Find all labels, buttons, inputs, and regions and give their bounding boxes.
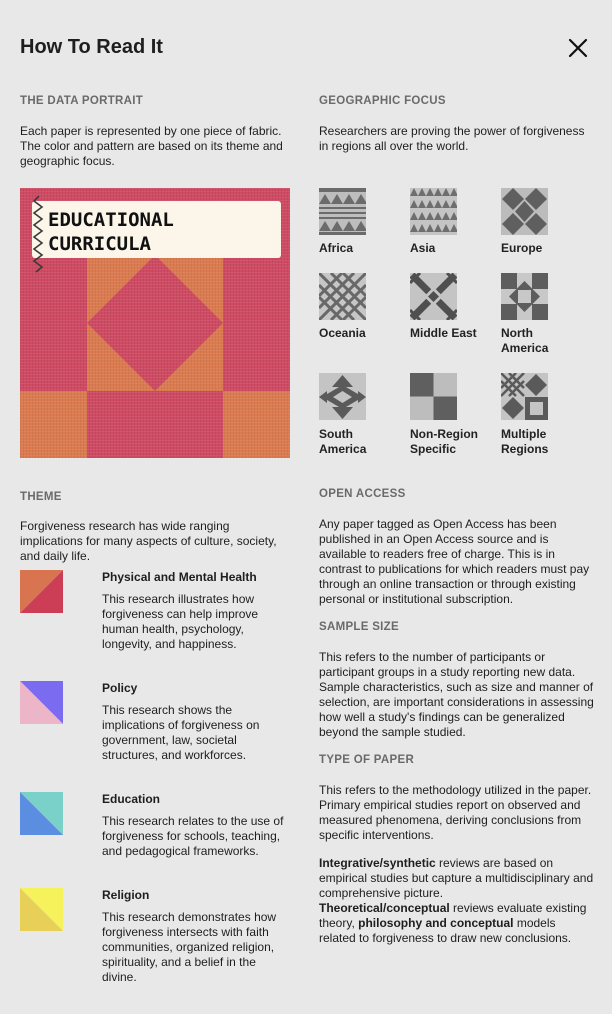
theme-title-education: Education — [102, 792, 161, 806]
sample-size-heading: SAMPLE SIZE — [319, 621, 399, 633]
theme-desc-policy: This research shows the implications of forgiveness on government, law, societal structures, and workforces. — [102, 703, 260, 762]
theme-swatch-religion — [20, 888, 63, 931]
type-of-paper-heading: TYPE OF PAPER — [319, 754, 415, 766]
theme-heading: THEME — [20, 491, 62, 503]
region-tile-non-region-specific — [410, 373, 457, 420]
region-label-north-america: North America — [501, 326, 549, 355]
close-icon[interactable] — [566, 36, 590, 60]
banner-line-1: EDUCATIONAL — [48, 209, 174, 231]
theme-swatch-health — [20, 570, 63, 613]
region-tile-middle-east — [410, 273, 457, 320]
theme-desc-education: This research relates to the use of forgiveness for schools, teaching, and pedagogical frameworks. — [102, 814, 284, 858]
theme-description: Forgiveness research has wide ranging implications for many aspects of culture, society, and daily life. — [20, 519, 277, 563]
geographic-focus-description: Researchers are proving the power of forgiveness in regions all over the world. — [319, 124, 585, 153]
data-portrait-fabric — [20, 188, 290, 458]
region-label-multiple-regions: Multiple Regions — [501, 427, 549, 456]
region-label-oceania: Oceania — [319, 326, 366, 340]
region-label-europe: Europe — [501, 241, 543, 255]
dialog-title: How To Read It — [20, 36, 163, 58]
theme-desc-health: This research illustrates how forgiveness can help improve human health, psychology, longevity, and happiness. — [102, 592, 259, 651]
data-portrait-description: Each paper is represented by one piece of fabric. The color and pattern are based on its theme and geographic focus. — [20, 124, 283, 168]
region-label-africa: Africa — [319, 241, 354, 255]
theme-swatch-policy — [20, 681, 63, 724]
geographic-focus-heading: GEOGRAPHIC FOCUS — [319, 95, 446, 107]
theme-title-religion: Religion — [102, 888, 150, 902]
theme-desc-religion: This research demonstrates how forgiveness intersects with faith communities, organized religion, spirituality, and a belief in the divine. — [102, 910, 277, 984]
theme-title-health: Physical and Mental Health — [102, 570, 257, 584]
theme-swatch-education — [20, 792, 63, 835]
type-of-paper-integrative: Integrative/synthetic reviews are based on empirical studies but capture a multidisciplinary and comprehensive picture. — [319, 856, 594, 900]
region-tile-asia — [410, 188, 457, 235]
type-of-paper-theoretical: Theoretical/conceptual reviews evaluate existing theory, philosophy and conceptual models related to forgiveness to draw new conclusions. — [319, 901, 587, 945]
region-tile-south-america — [319, 373, 366, 420]
type-of-paper-description: This refers to the methodology utilized in the paper. Primary empirical studies report on observed and measured phenomena, deriving conclusions from specific interventions. — [319, 783, 592, 842]
region-tile-europe — [501, 188, 548, 235]
region-tile-north-america — [501, 273, 548, 320]
region-label-asia: Asia — [410, 241, 436, 255]
sample-size-description: This refers to the number of participants or participant groups in a study reporting new data. Sample characteristics, such as size and manner of selection, are important considerations in assessing how well a study's findings can be generalized beyond the sample studied. — [319, 650, 594, 739]
region-label-south-america: South America — [319, 427, 367, 456]
open-access-description: Any paper tagged as Open Access has been published in an Open Access source and is available to readers free of charge. This is in contrast to publications for which readers must pay through an online transaction or through existing personal or institutional subscription. — [319, 517, 590, 606]
region-label-middle-east: Middle East — [410, 326, 477, 340]
theme-title-policy: Policy — [102, 681, 138, 695]
region-tile-africa — [319, 188, 366, 235]
region-tile-oceania — [319, 273, 366, 320]
open-access-heading: OPEN ACCESS — [319, 488, 406, 500]
banner-line-2: CURRICULA — [48, 233, 151, 255]
region-tile-multiple-regions — [501, 373, 548, 420]
region-label-non-region-specific: Non-Region Specific — [410, 427, 478, 456]
data-portrait-heading: THE DATA PORTRAIT — [20, 95, 144, 107]
